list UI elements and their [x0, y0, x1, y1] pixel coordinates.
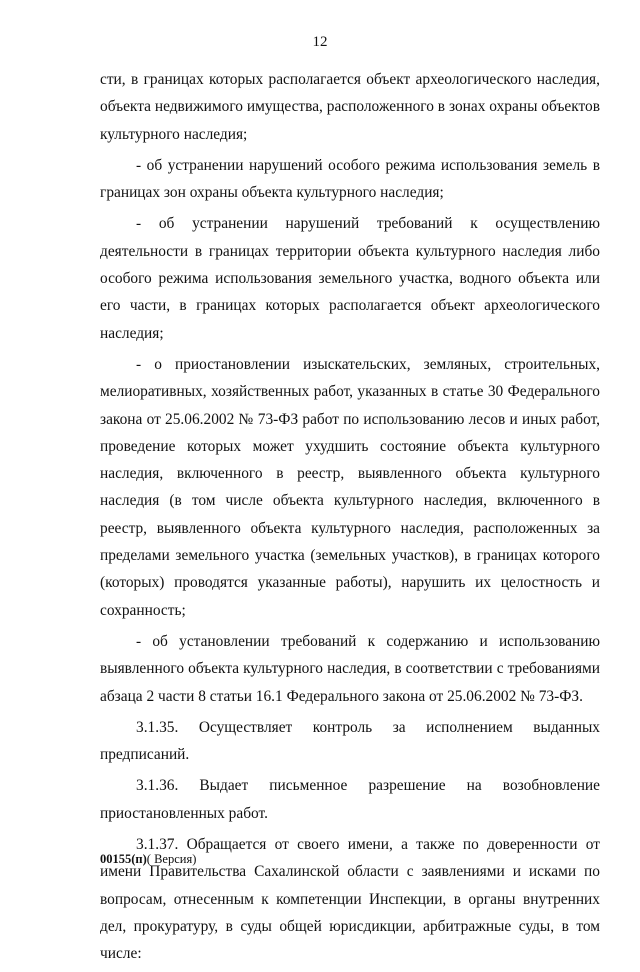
document-footer	[100, 852, 196, 867]
document-body	[100, 66, 600, 972]
paragraph-3-1-35: 3.1.35. Осуществляет контроль за исполнением выданных предписаний.	[100, 718, 600, 764]
paragraph-3-1-36: 3.1.36. Выдает письменное разрешение на возобновление приостановленных работ.	[100, 777, 600, 822]
document-code: 00155(п)	[100, 852, 147, 866]
paragraph-bullet-suspension: - о приостановлении изыскательских, земляных, строительных, мелиоративных, хозяйственных работ, указанных в статье 30 Федерального закона от 25.06.2002 № 73-ФЗ работ по использованию лесов и иных работ, проведение которых может ухудшить состояние объекта культурного наследия, включенного в реестр, выявленного объекта культурного наследия (в том числе объекта культурного наследия, включенного в реестр, выявленного объекта культурного наследия, расположенных за пределами земельного участка (земельных участков), в границах которого (которых) проводятся указанные работы), нарушить их целостность и сохранность;	[100, 355, 600, 619]
paragraph-continuation: сти, в границах которых располагается объект археологического наследия, объекта недвижимого имущества, расположенного в зонах охраны объектов культурного наследия;	[100, 71, 600, 143]
paragraph-bullet-territory: - об устранении нарушений требований к осуществлению деятельности в границах территории объекта культурного наследия либо особого режима использования земельного участка, водного объекта или его части, в границах которых располагается объект археологического наследия;	[100, 215, 600, 342]
document-version: ( Версия)	[146, 852, 197, 866]
paragraph-3-1-37: 3.1.37. Обращается от своего имени, а также по доверенности от имени Правительства Сахалинской области с заявлениями и исками по вопросам, отнесенным к компетенции Инспекции, в органы внутренних дел, прокуратуру, в суды общей юрисдикции, арбитражные суды, в том числе:	[100, 836, 600, 963]
page-number: 12	[312, 34, 328, 50]
paragraph-bullet-zones: - об устранении нарушений особого режима использования земель в границах зон охраны объекта культурного наследия;	[100, 156, 600, 202]
paragraph-bullet-requirements: - об установлении требований к содержанию и использованию выявленного объекта культурного наследия, в соответствии с требованиями абзаца 2 части 8 статьи 16.1 Федерального закона от 25.06.2002 № 73-ФЗ.	[100, 632, 600, 705]
